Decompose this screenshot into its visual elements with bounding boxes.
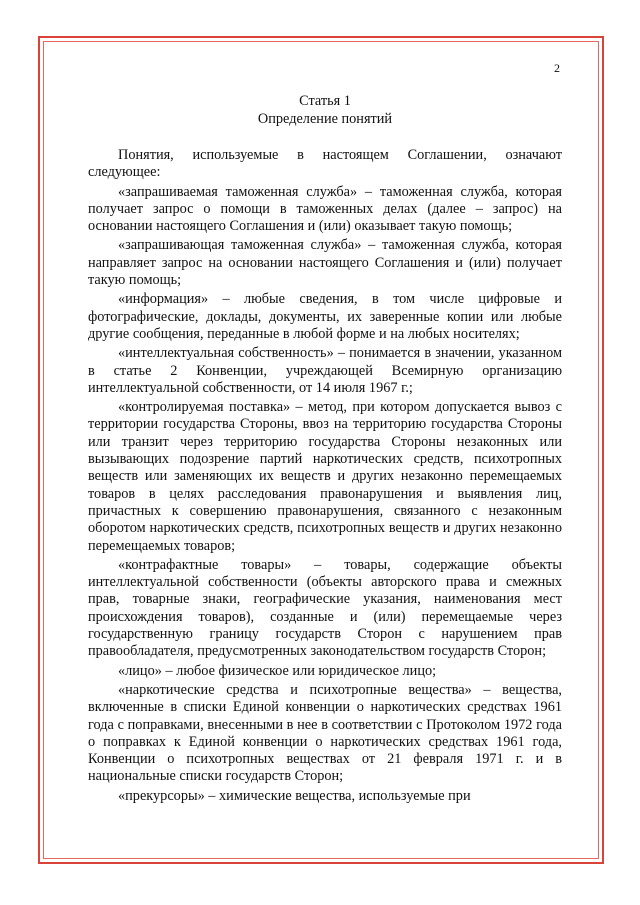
paragraph-definition: «запрашиваемая таможенная служба» – таможенная служба, которая получает запрос о помощи в таможенных делах (далее – запрос) на основании настоящего Соглашения и (или) оказывает такую помощь;	[88, 183, 562, 235]
paragraph-definition: «наркотические средства и психотропные вещества» – вещества, включенные в списки Единой конвенции о наркотических средствах 1961 года с поправками, внесенными в нее в соответствии с Протоколом 1972 года о поправках к Единой конвенции о наркотических средствах 1961 года, Конвенции о психотропных веществах от 21 февраля 1971 г. и в национальные списки государств Сторон;	[88, 681, 562, 785]
document-body	[88, 92, 562, 807]
paragraph-definition: «интеллектуальная собственность» – понимается в значении, указанном в статье 2 Конвенции, учреждающей Всемирную организацию интеллектуальной собственности, от 14 июля 1967 г.;	[88, 345, 562, 396]
article-title: Статья 1	[299, 93, 351, 109]
page-number: 2	[554, 61, 560, 75]
article-heading	[88, 92, 562, 128]
paragraph-definition: «запрашивающая таможенная служба» – таможенная служба, которая направляет запрос на основании настоящего Соглашения и (или) получает такую помощь;	[88, 237, 562, 289]
paragraph-intro: Понятия, используемые в настоящем Соглашении, означают следующее:	[88, 147, 562, 181]
paragraph-definition: «контролируемая поставка» – метод, при котором допускается вывоз с территории государства Стороны, ввоз на территорию государства Стороны или транзит через территорию государства Стороны незаконных или вызывающих подозрение партий наркотических средств, психотропных веществ или заменяющих их веществ и других незаконно перемещаемых товаров в целях расследования правонарушения и выявления лиц, причастных к совершению правонарушения, связанного с незаконным оборотом наркотических средств, психотропных веществ и других незаконно перемещаемых товаров;	[88, 399, 562, 554]
paragraph-definition: «контрафактные товары» – товары, содержащие объекты интеллектуальной собственности (объекты авторского права и смежных прав, товарные знаки, географические указания, наименования мест происхождения товаров), созданные и (или) перемещаемые через государственную границу государств Сторон с нарушением прав правообладателя, предусмотренных законодательством государств Сторон;	[88, 556, 562, 660]
paragraph-definition: «лицо» – любое физическое или юридическое лицо;	[118, 662, 437, 679]
paragraph-definition: «информация» – любые сведения, в том числе цифровые и фотографические, доклады, документы, их заверенные копии или любые другие сообщения, переданные в любой форме и на любых носителях;	[88, 291, 562, 342]
article-subtitle: Определение понятий	[257, 111, 393, 127]
paragraph-definition: «прекурсоры» – химические вещества, используемые при	[118, 787, 471, 804]
